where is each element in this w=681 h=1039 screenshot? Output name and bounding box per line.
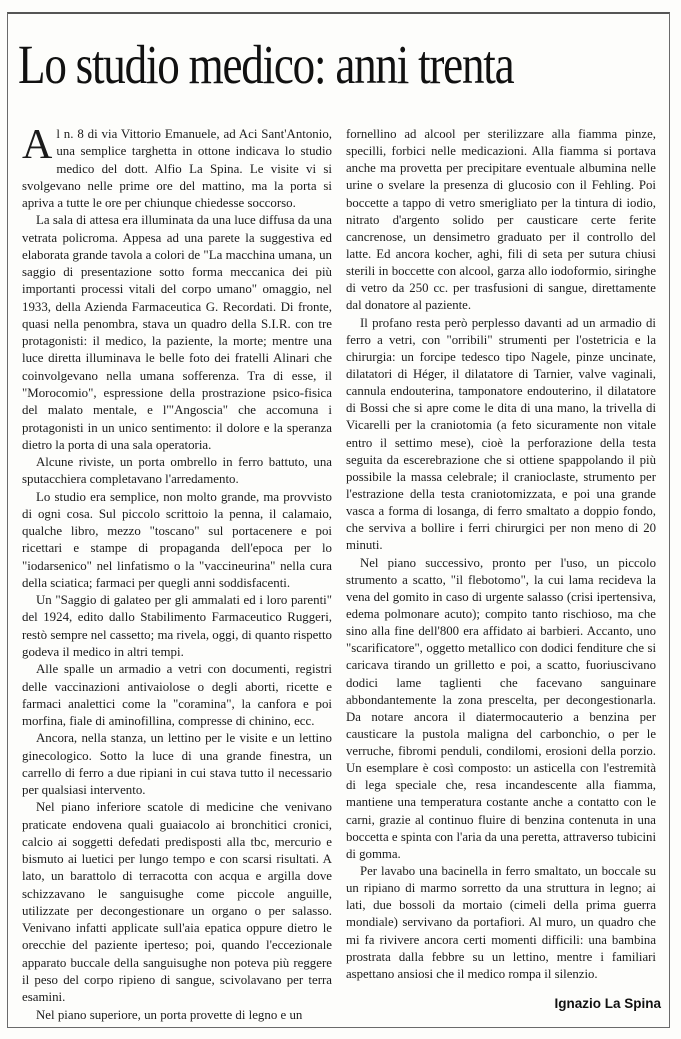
article-paragraph xyxy=(22,122,332,212)
drop-cap: A xyxy=(22,122,53,168)
article-paragraph: La sala di attesa era illuminata da una luce diffusa da una vetrata policroma. Appesa ad una parete la suggestiva ed elaborata grande tavola a colori de "La macchina umana, un saggio di presentazione sotto forma meccanica dei più importanti processi vitali del corpo umano" omaggio, nel 1933, della Azienda Farmaceutica G. Recordati. Di fronte, quasi nella penombra, stava un quadro della S.I.R. con tre protagonisti: il medico, la paziente, la morte; mentre una luce diretta illuminava le belle foto dei fratelli Alinari che coinvolgevano nella umana sofferenza. Tra di esse, il "Morocomio", espressione della prostrazione psico-fisica del malato mentale, e l'"Angoscia" che accomuna i protagonisti in un unico sentimento: il dolore e la speranza dietro la porta di una sala operatoria. xyxy=(22,213,332,452)
paragraph-text: l n. 8 di via Vittorio Emanuele, ad Aci Sant'Antonio, una semplice targhetta in ottone indicava lo studio medico del dott. Alfio La Spina. Le visite vi si svolgevano nelle prime ore del mattino, ma la porta si apriva a tutte le ore per chiunque chiedesse soccorso. xyxy=(22,127,332,211)
article-paragraph: fornellino ad alcool per sterilizzare alla fiamma pinze, specilli, forbici nelle medicazioni. Alla fiamma si portava anche ma provetta per precipitare eventuale albumina nelle urine o svelare la presenza di glucosio con il Fehling. Poi boccette a tappo di vetro smerigliato per la tintura di iodio, nitrato d'argento solido per causticare certe ferite cancrenose, un densimetro graduato per il controllo del latte. Ed ancora kocher, aghi, fili di seta per sutura chiusi sterili in boccette con alcool, garza allo iodoformio, siringhe di vetro da 250 cc. per trasfusioni di sangue, direttamente dal donatore al paziente. xyxy=(346,127,656,313)
author-signature: Ignazio La Spina xyxy=(554,996,661,1011)
article-paragraph: Nel piano successivo, pronto per l'uso, un piccolo strumento a scatto, "il flebotomo", la cui lama recideva la vena del gomito in caso di urgente salasso (crisi ipertensiva, edema polmonare acuto); compito tanto rischioso, ma che sino alla fine dell'800 era affidato ai barbieri. Accanto, uno "scarificatore", oggetto metallico con dodici fenditure che si caricava tirando un grilletto e poi, a scatto, fuoriuscivano dodici lame taglienti che facevano sanguinare abbondantemente la zona prescelta, per decongestionarla. Da notare ancora il diatermocauterio a benzina per causticare la pustola maligna del carbonchio, o per le verruche, fibromi penduli, condilomi, erosioni della porzio. Un esemplare è così composto: un asticella con l'estremità di lega speciale che, resa incandescente alla fiamma, mantiene una temperatura costante anche a contatto con le carni, grazie al continuo fluire di benzina contenuta in una boccetta e spinta con l'aria da una peretta, attraverso tubicini di gomma. xyxy=(346,555,656,861)
article-paragraph: Ancora, nella stanza, un lettino per le visite e un lettino ginecologico. Sotto la luce di una grande finestra, un carrello di ferro a due ripiani in cui stava tutto il necessario per qualsiasi intervento. xyxy=(22,731,332,798)
article-paragraph: Nel piano inferiore scatole di medicine che venivano praticate endovena quali guaiacolo ai bronchitici cronici, calcio ai soggetti defedati predisposti alla tbc, mercurio e bismuto ai luetici per lungo tempo e con scarsi risultati. A lato, un barattolo di terracotta con acqua e argilla dove schizzavano le sanguisughe come piccole anguille, utilizzate per decongestionare un organo o per salasso. Venivano infatti applicate sull'aia epatica oppure dietro le orecchie del paziente iperteso; poi, quando l'eccezionale apparato buccale della sanguisughe non poteva più reggere il peso del corpo ripieno di sangue, scivolavano per terra esamini. xyxy=(22,800,332,1005)
article-column-right xyxy=(346,126,656,986)
article-paragraph: Alle spalle un armadio a vetri con documenti, registri delle vaccinazioni antivaiolose o degli aborti, ricette e farmaci analettici come la "coramina", la canfora e poi morfina, fiale di aminofillina, compresse di chinino, ecc. xyxy=(22,662,332,729)
article-title: Lo studio medico: anni trenta xyxy=(18,34,514,95)
article-column-left xyxy=(22,122,332,1026)
article-paragraph: Alcune riviste, un porta ombrello in ferro battuto, una sputacchiera completavano l'arredamento. xyxy=(22,455,332,487)
article-paragraph: Lo studio era semplice, non molto grande, ma provvisto di ogni cosa. Sul piccolo scrittoio la penna, il calamaio, qualche libro, mezzo "toscano" sul portacenere e poi ricettari e stampe di propaganda dell'epoca per lo "iodarsenico" nel linfatismo o la "vaccineurina" nella cura della sciatica; farmaci per quegli anni soddisfacenti. xyxy=(22,489,332,590)
article-paragraph: Nel piano superiore, un porta provette di legno e un xyxy=(36,1007,303,1022)
article-paragraph: Un "Saggio di galateo per gli ammalati ed i loro parenti" del 1924, edito dallo Stabilimento Farmaceutico Ruggeri, restò sempre nel cassetto; ma rivela, oggi, di quanto rispetto godeva il medico in altri tempi. xyxy=(22,593,332,659)
article-paragraph: Per lavabo una bacinella in ferro smaltato, un boccale su un ripiano di marmo sorretto da una struttura in legno; ai lati, due bossoli da mortaio (cimeli della prima guerra mondiale) servivano da portafiori. Al muro, un quadro che mi fa rivivere ancora certi momenti difficili: una bambina prostrata dalla febbre su un lettino, mentre i familiari aspettano ansiosi che il medico rompa il silenzio. xyxy=(346,864,656,981)
article-paragraph: Il profano resta però perplesso davanti ad un armadio di ferro a vetri, con "orribili" strumenti per l'ostetricia e la chirurgia: un forcipe tedesco tipo Nagele, pinze uncinate, dilatatori di Héger, il dilatatore di Tarnier, valve vaginali, cannula endouterina, tamponatore endouterino, il dilatatore di Bossi che si apre come le dita di una mano, la trivella di Vicarelli per la craniotomia (a feto sicuramente non vitale entro il settimo mese), cioè la perforazione della testa seguita da escerebrazione che si ottiene spappolando il più possibile la massa celebrale; il cranioclaste, strumento per l'estrazione della testa craniotomizzata, e poi una grande vasca a forma di losanga, di ferro smaltato a doppio fondo, che serviva a bollire i ferri chirurgici per non meno di 20 minuti. xyxy=(346,315,656,553)
